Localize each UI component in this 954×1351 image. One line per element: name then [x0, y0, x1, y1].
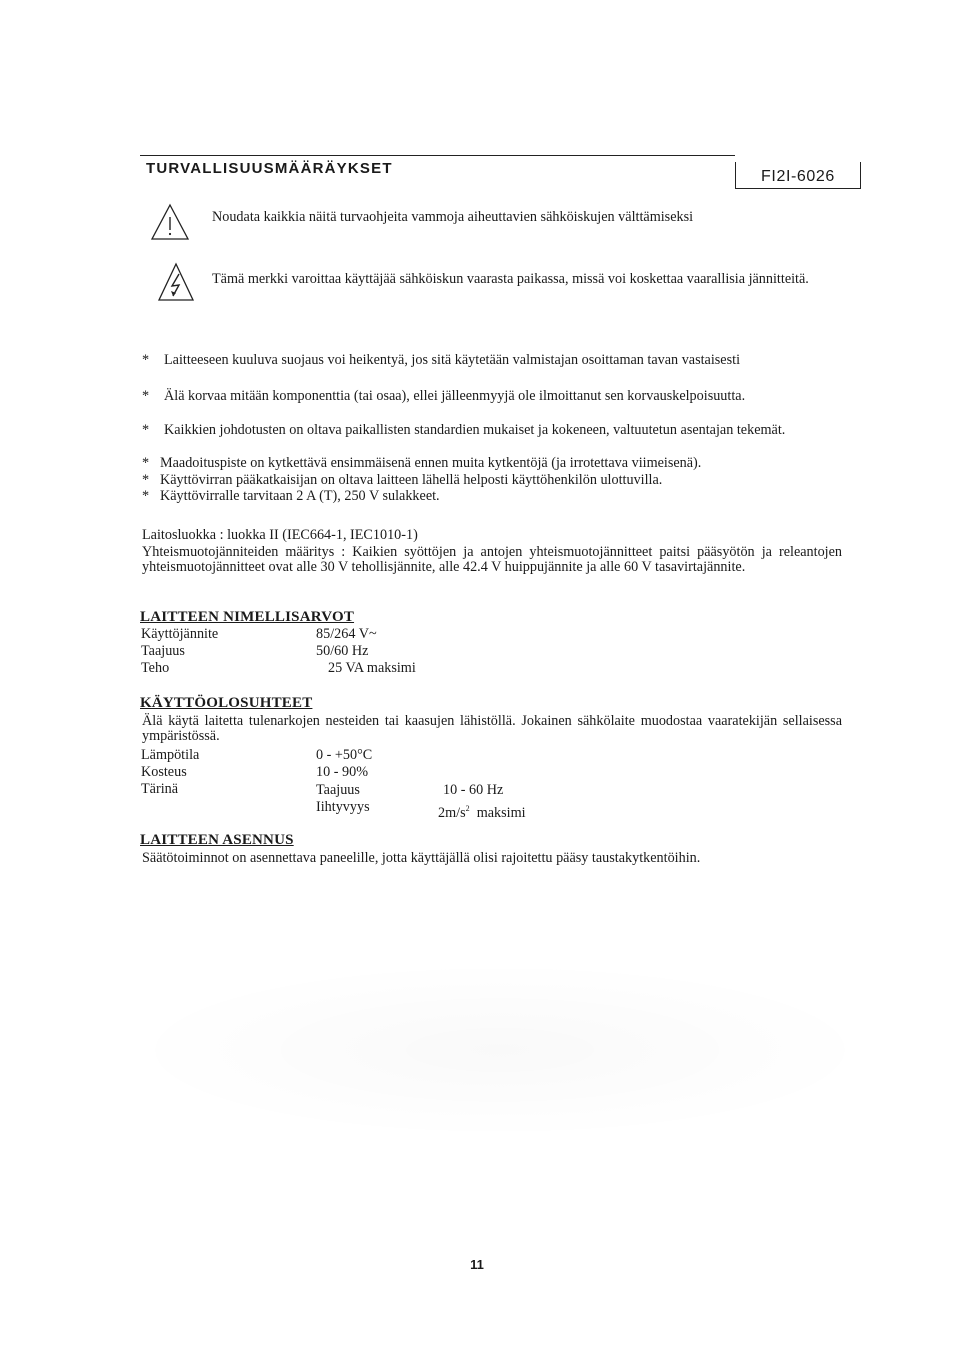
- humidity-label: Kosteus: [141, 764, 187, 780]
- caution-triangle-icon: [150, 203, 190, 241]
- acceleration-value: $2m/s^2$ maksimi: [438, 804, 526, 821]
- operating-intro: Älä käytä laitetta tulenarkojen nesteiden tai kaasujen lähistöllä. Jokainen sähkölaite muodostaa vaaratekijän sellaisessa ympäristössä.: [142, 713, 842, 744]
- bullet-item: * Käyttövirralle tarvitaan 2 A (T), 250 V sulakkeet.: [142, 488, 440, 504]
- installation-heading: LAITTEEN ASENNUS: [140, 832, 294, 848]
- installation-text: Säätötoiminnot on asennettava paneelille, jotta käyttäjällä olisi rajoitettu pääsy taustakytkentöihin.: [142, 850, 701, 866]
- humidity-value: 10 - 90%: [316, 764, 369, 780]
- frequency-label: Taajuus: [316, 782, 360, 798]
- temperature-value: 0 - +50°C: [316, 747, 373, 763]
- bullet-item: * Kaikkien johdotusten on oltava paikallisten standardien mukaiset ja kokeneen, valtuutetun asentajan tekemät.: [142, 422, 786, 438]
- rating-value-power: 25 VA maksimi: [328, 660, 416, 676]
- frequency-value: 10 - 60 Hz: [443, 782, 504, 798]
- bullet-item: * Älä korvaa mitään komponenttia (tai osaa), ellei jälleenmyyjä ole ilmoittanut sen korvauskelpoisuutta.: [142, 388, 746, 404]
- page-title: TURVALLISUUSMÄÄRÄYKSET: [146, 160, 393, 177]
- bullet-item: * Käyttövirran pääkatkaisijan on oltava laitteen lähellä helposti käyttöhenkilön ulottuvilla.: [142, 472, 663, 488]
- temperature-label: Lämpötila: [141, 747, 200, 763]
- warning-general-text: Noudata kaikkia näitä turvaohjeita vammoja aiheuttavien sähköiskujen välttämiseksi: [212, 209, 694, 225]
- common-mode-voltage-text: Yhteismuotojänniteiden määritys : Kaikien syöttöjen ja antojen yhteismuotojännitteet paitsi pääsyötön ja releantojen yhteismuotojännitteet ovat alle 30 V tehollisjännite, alle 42.4 V huippujännite ja alle 60 V tasavirtajännite.: [142, 544, 842, 575]
- rating-label-power: Teho: [141, 660, 170, 676]
- ratings-heading: LAITTEEN NIMELLISARVOT: [140, 609, 355, 625]
- rating-value-frequency: 50/60 Hz: [316, 643, 369, 659]
- operating-heading: KÄYTTÖOLOSUHTEET: [140, 695, 313, 711]
- bullet-item: * Maadoituspiste on kytkettävä ensimmäisenä ennen muita kytkentöjä (ja irrotettava viimeisenä).: [142, 455, 702, 471]
- rating-label-voltage: Käyttöjännite: [141, 626, 219, 642]
- acceleration-label: Iihtyvyys: [316, 799, 370, 815]
- bullet-item: * Laitteeseen kuuluva suojaus voi heikentyä, jos sitä käytetään valmistajan osoittaman tavan vastaisesti: [142, 352, 741, 368]
- rating-value-voltage: 85/264 V~: [316, 626, 377, 642]
- rating-label-frequency: Taajuus: [141, 643, 185, 659]
- page-number: 11: [470, 1257, 484, 1272]
- classification-line: Laitosluokka : luokka II (IEC664-1, IEC1010-1): [142, 527, 418, 543]
- scan-smudge: [120, 960, 880, 1140]
- document-code: FI2I-6026: [735, 162, 861, 189]
- warning-shock-text: Tämä merkki varoittaa käyttäjää sähköiskun vaarasta paikassa, missä voi koskettaa vaarallisia jännitteitä.: [212, 271, 809, 287]
- electric-shock-triangle-icon: [157, 262, 195, 302]
- header-rule: [140, 155, 735, 156]
- vibration-label: Tärinä: [141, 781, 179, 797]
